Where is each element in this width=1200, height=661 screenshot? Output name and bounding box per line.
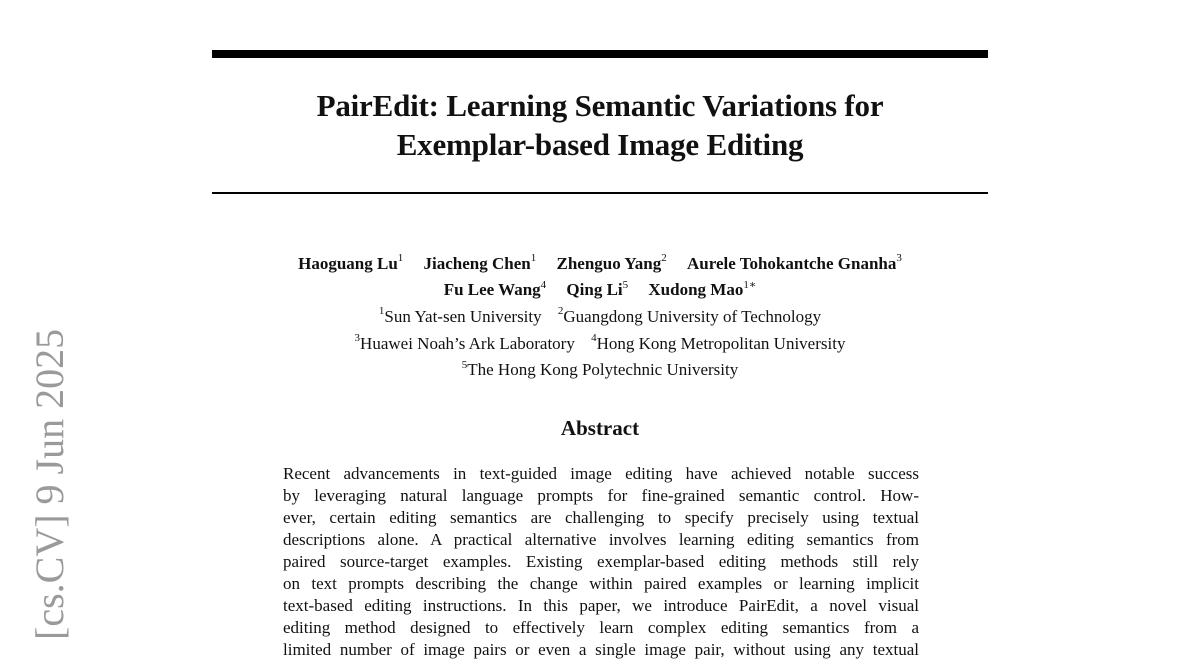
abstract-line: by leveraging natural language prompts for fine-grained semantic control. How- <box>283 486 919 505</box>
author-name: Qing Li$^5$ <box>566 278 629 300</box>
abstract-line: paired source-target examples. Existing exemplar-based editing methods still rely <box>283 552 919 571</box>
abstract-line: descriptions alone. A practical alternative involves learning editing semantics from <box>283 530 919 549</box>
affiliation-line-1 <box>200 301 1000 328</box>
abstract-line: text-based editing instructions. In this paper, we introduce PairEdit, a novel visual <box>283 596 919 615</box>
paper-title <box>212 86 988 164</box>
author-name: Jiacheng Chen$^1$ <box>423 252 537 273</box>
author-name: Xudong Mao$^{1∗}$ <box>648 278 757 300</box>
author-line-1 <box>200 248 1000 275</box>
affiliation: $^2$Guangdong University of Technology <box>557 305 822 326</box>
author-block <box>200 248 1000 381</box>
paper-title-line-1: PairEdit: Learning Semantic Variations for <box>316 88 884 123</box>
affiliation: $^3$Huawei Noah’s Ark Laboratory <box>354 331 575 353</box>
abstract-line: on text prompts describing the change within paired examples or learning implicit <box>283 574 919 593</box>
affiliation: $^4$Hong Kong Metropolitan University <box>591 331 846 353</box>
abstract-line: Recent advancements in text-guided image editing have achieved notable success <box>283 464 919 483</box>
abstract-heading: Abstract <box>560 416 640 440</box>
arxiv-side-stamp: [cs.CV] 9 Jun 2025 <box>27 328 72 640</box>
paper-title-line-2: Exemplar-based Image Editing <box>396 127 804 162</box>
abstract-body <box>283 463 919 661</box>
abstract-line: editing method designed to effectively learn complex editing semantics from a <box>283 618 919 637</box>
abstract-line: ever, certain editing semantics are challenging to specify precisely using textual <box>283 508 919 527</box>
affiliation-line-3 <box>200 355 1000 382</box>
title-bottom-rule <box>212 192 988 194</box>
abstract-line: limited number of image pairs or even a single image pair, without using any textual <box>283 640 919 659</box>
affiliation-line-2 <box>200 328 1000 355</box>
author-name: Zhenguo Yang$^2$ <box>556 252 667 273</box>
affiliation: $^1$Sun Yat-sen University <box>378 305 542 326</box>
author-name: Aurele Tohokantche Gnanha$^3$ <box>686 252 902 273</box>
affiliation: $^5$The Hong Kong Polytechnic University <box>461 358 739 380</box>
title-top-rule <box>212 50 988 58</box>
author-name: Fu Lee Wang$^4$ <box>443 278 547 300</box>
author-name: Haoguang Lu$^1$ <box>298 252 404 273</box>
author-line-2 <box>200 275 1000 302</box>
